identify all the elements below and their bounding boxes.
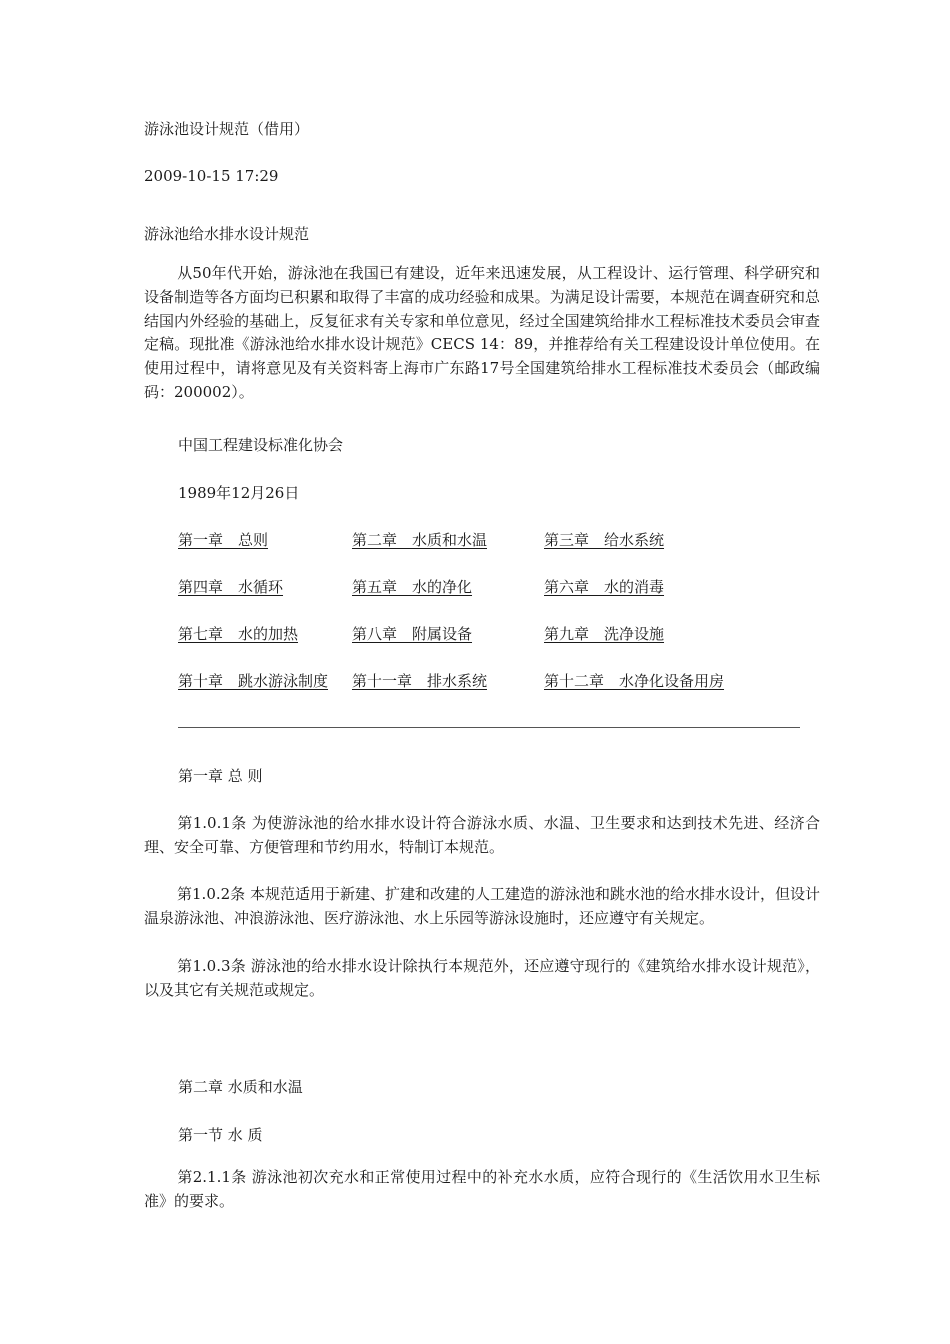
toc-link[interactable]: 第七章 水的加热 [178,625,299,643]
toc-item-1 [178,529,268,551]
toc-link[interactable]: 第十二章 水净化设备用房 [544,672,725,690]
issuer: 中国工程建设标准化协会 [178,436,344,454]
intro-paragraph [144,262,820,405]
toc-link[interactable]: 第八章 附属设备 [352,625,473,643]
toc-link[interactable]: 第六章 水的消毒 [544,578,665,596]
toc-link[interactable]: 第十章 跳水游泳制度 [178,672,329,690]
article-1-0-2 [144,883,820,931]
toc-item-5 [352,576,472,598]
document-heading: 游泳池给水排水设计规范 [144,225,310,243]
horizontal-divider [178,727,800,728]
toc-item-3 [544,529,664,551]
toc-link[interactable]: 第四章 水循环 [178,578,284,596]
toc-item-4 [178,576,283,598]
toc-link[interactable]: 第二章 水质和水温 [352,531,488,549]
intro-text: 从50年代开始，游泳池在我国已有建设，近年来迅速发展，从工程设计、运行管理、科学研究和设备制造等各方面均已积累和取得了丰富的成功经验和成果。为满足设计需要，本规范在调查研究和总结国内外经验的基础上，反复征求有关专家和单位意见，经过全国建筑给排水工程标准技术委员会审查定稿。现批准《游泳池给水排水设计规范》CECS 14：89，并推荐给有关工程建设设计单位使用。在使用过程中，请将意见及有关资料寄上海市广东路17号全国建筑给排水工程标准技术委员会（邮政编码：200002）。 [144,264,820,401]
toc-item-10 [178,670,328,692]
article-text: 第1.0.3条 游泳池的给水排水设计除执行本规范外，还应遵守现行的《建筑给水排水设计规范》，以及其它有关规范或规定。 [144,957,820,999]
article-1-0-1 [144,812,820,860]
toc-item-12 [544,670,724,692]
toc-link[interactable]: 第九章 洗净设施 [544,625,665,643]
toc-item-8 [352,623,472,645]
section-1-title: 第一节 水 质 [178,1126,263,1144]
post-date: 2009-10-15 17:29 [144,167,279,185]
toc-link[interactable]: 第三章 给水系统 [544,531,665,549]
chapter-2-title: 第二章 水质和水温 [178,1078,303,1096]
toc-link[interactable]: 第五章 水的净化 [352,578,473,596]
chapter-1-title: 第一章 总 则 [178,767,263,785]
toc-item-2 [352,529,487,551]
toc-item-11 [352,670,487,692]
article-text: 第2.1.1条 游泳池初次充水和正常使用过程中的补充水水质，应符合现行的《生活饮用水卫生标准》的要求。 [144,1168,820,1210]
toc-item-6 [544,576,664,598]
article-1-0-3 [144,955,820,1003]
document-title: 游泳池设计规范（借用） [144,120,310,138]
issue-date: 1989年12月26日 [178,484,300,502]
toc-link[interactable]: 第一章 总则 [178,531,269,549]
article-text: 第1.0.2条 本规范适用于新建、扩建和改建的人工建造的游泳池和跳水池的给水排水设计，但设计温泉游泳池、冲浪游泳池、医疗游泳池、水上乐园等游泳设施时，还应遵守有关规定。 [144,885,820,927]
toc-item-9 [544,623,664,645]
toc-link[interactable]: 第十一章 排水系统 [352,672,488,690]
toc-item-7 [178,623,298,645]
article-text: 第1.0.1条 为使游泳池的给水排水设计符合游泳水质、水温、卫生要求和达到技术先进、经济合理、安全可靠、方便管理和节约用水，特制订本规范。 [144,814,820,856]
article-2-1-1 [144,1166,820,1214]
